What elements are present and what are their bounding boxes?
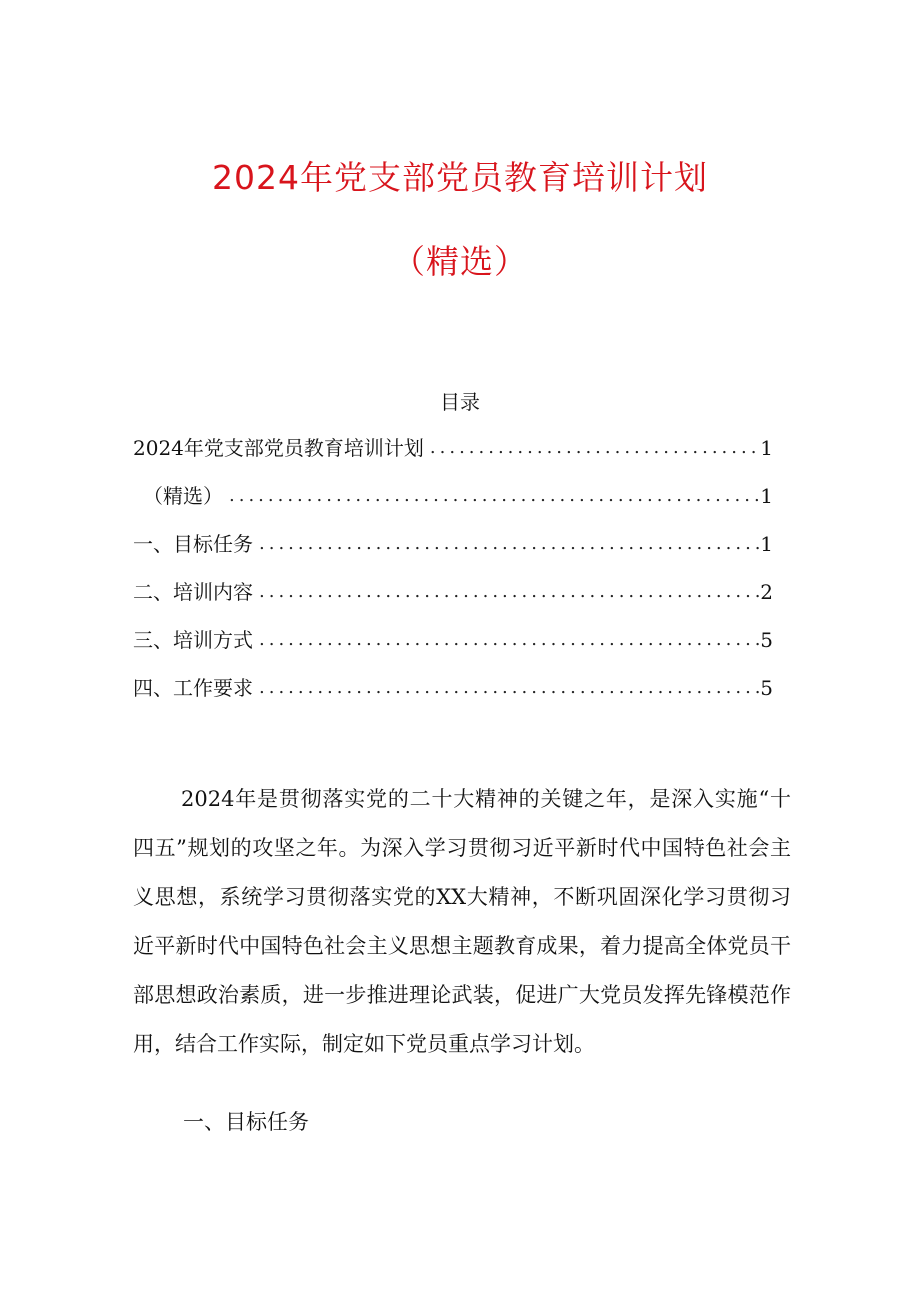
document-title: 2024年党支部党员教育培训计划 [212,158,708,197]
toc-leader-dots [253,626,759,654]
toc-leader-dots [253,578,759,606]
document-subtitle: （精选） [392,242,528,281]
section-heading-goals: 一、目标任务 [183,1110,309,1134]
toc-entry-page: 1 [760,436,773,460]
toc-leader-dots [253,530,759,558]
toc-entry-title[interactable] [133,434,773,482]
table-of-contents [133,434,773,722]
toc-entry-label: 四、工作要求 [133,676,253,700]
toc-entry-label: 三、培训方式 [133,628,253,652]
toc-entry-page: 2 [760,580,773,604]
intro-paragraph: 2024年是贯彻落实党的二十大精神的关键之年，是深入实施“十四五”规划的攻坚之年。为深入学习贯彻习近平新时代中国特色社会主义思想，系统学习贯彻落实党的XX大精神，不断巩固深化学习贯彻习近平新时代中国特色社会主义思想主题教育成果，着力提高全体党员干部思想政治素质，进一步推进理论武装，促进广大党员发挥先锋模范作用，结合工作实际，制定如下党员重点学习计划。 [133,787,791,1056]
toc-entry-page: 1 [760,484,773,508]
toc-leader-dots [223,482,759,510]
toc-entry-label: （精选） [143,484,223,508]
toc-entry-page: 5 [760,628,773,652]
toc-entry-content[interactable] [133,578,773,626]
toc-entry-page: 5 [760,676,773,700]
toc-entry-requirements[interactable] [133,674,773,722]
toc-entry-subtitle[interactable] [133,482,773,530]
toc-heading: 目录 [440,390,480,414]
toc-leader-dots [424,434,759,462]
toc-leader-dots [253,674,759,702]
toc-entry-label: 2024年党支部党员教育培训计划 [133,436,424,460]
toc-entry-goals[interactable] [133,530,773,578]
toc-entry-methods[interactable] [133,626,773,674]
toc-entry-label: 一、目标任务 [133,532,253,556]
toc-entry-label: 二、培训内容 [133,580,253,604]
toc-entry-page: 1 [760,532,773,556]
